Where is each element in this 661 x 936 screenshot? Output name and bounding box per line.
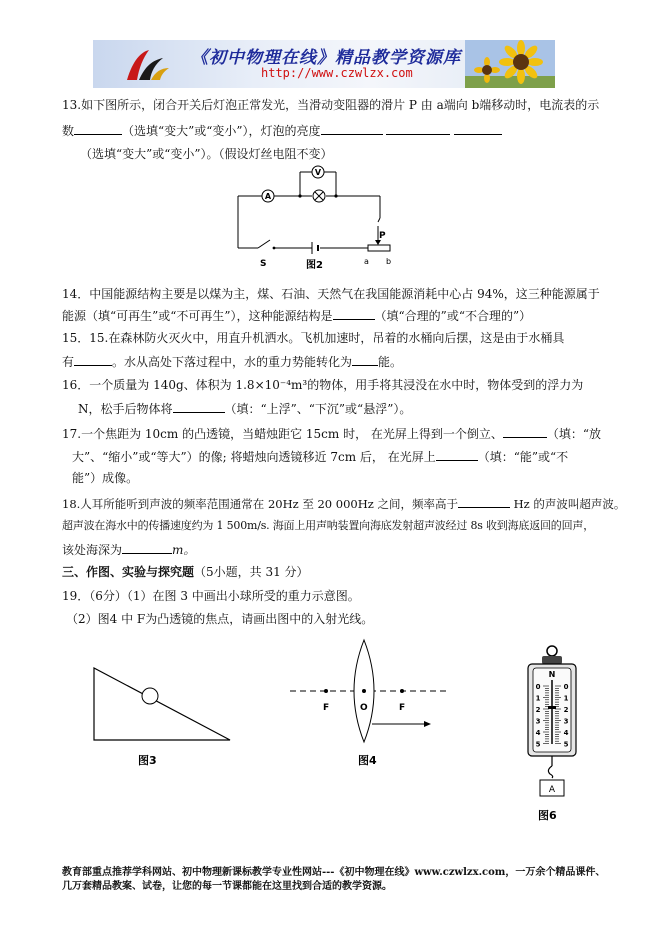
q18-text-a: 18.人耳所能听到声波的频率范围通常在 20Hz 至 20 000Hz 之间，频率高于 (62, 497, 458, 511)
q13-line1: 13.如下图所示，闭合开关后灯泡正常发光，当滑动变阻器的滑片 P 由 a端向 b端移动时，电流表的示 (62, 98, 600, 112)
scale-number: 3 (563, 717, 569, 726)
q16-line2 (78, 400, 411, 417)
svg-text:A: A (264, 192, 272, 201)
scale-number: 4 (563, 729, 569, 737)
fig6-caption: 图6 (538, 809, 557, 822)
circuit-diagram (230, 160, 410, 272)
q15-text-c: 能。 (378, 355, 403, 369)
q18-line1 (62, 495, 625, 512)
q17-blank-2[interactable] (436, 448, 478, 461)
fig3-caption: 图3 (138, 754, 157, 767)
scale-number: 3 (535, 717, 541, 726)
rheostat-label-a: a (364, 257, 369, 266)
q18-text-c: 该处海深为 (62, 543, 123, 557)
q13-line3: （选填“变大”或“变小”）。（假设灯丝电阻不变） (80, 147, 333, 161)
q13-line2 (62, 122, 502, 139)
q13-text-a: 数 (62, 124, 75, 138)
scale-number: 0 (535, 683, 541, 691)
page-footer (62, 866, 605, 894)
q13-blank-extra-1[interactable] (386, 122, 450, 135)
ball-icon (142, 688, 158, 704)
scale-number: 0 (563, 683, 569, 691)
banner-url[interactable]: http://www.czwlzx.com (261, 66, 413, 80)
q14-text-a: 能源（填“可再生”或“不可再生”），这种能源结构是 (62, 309, 333, 323)
q18-blank-2[interactable] (122, 541, 172, 554)
q17-text-a: 17.一个焦距为 10cm 的凸透镜，当蜡烛距它 15cm 时， 在光屏上得到一个倒立、 (62, 427, 503, 441)
q15-line2 (62, 353, 402, 370)
q15-blank-2[interactable] (352, 353, 378, 366)
q19-line1: 19．（6分）（1）在图 3 中画出小球所受的重力示意图。 (62, 589, 360, 603)
q15-text-a: 有 (62, 355, 75, 369)
footer-line1: 教育部重点推荐学科网站、初中物理新课标教学专业性网站---《初中物理在线》www.czwlzx.com，一万余个精品课件、 (62, 867, 606, 878)
q16-line1: 16．一个质量为 140g、体积为 1.8×10⁻⁴m³的物体，用手将其浸没在水中时，物体受到的浮力为 (62, 378, 584, 392)
q17-text-b: （填：“放 (546, 427, 602, 441)
scale-number: 1 (535, 694, 541, 703)
q17-line2 (72, 448, 568, 465)
banner-title: 《初中物理在线》精品教学资源库 (191, 48, 461, 68)
q13-blank-brightness[interactable] (321, 122, 383, 135)
section-3-heading (62, 564, 309, 580)
slider-label-p: P (379, 231, 386, 241)
q16-blank-2[interactable] (173, 400, 225, 413)
q18-line3 (62, 541, 195, 558)
q19-line2: （2）图4 中 F为凸透镜的焦点，请画出图中的入射光线。 (66, 612, 374, 626)
svg-text:V: V (314, 168, 322, 177)
voltmeter-icon (312, 166, 324, 178)
q13-blank-current[interactable] (74, 122, 122, 135)
scale-number: 5 (535, 740, 541, 749)
switch-label-s: S (260, 259, 267, 269)
ammeter-icon (262, 190, 274, 202)
q14-text-b: （填“合理的”或“不合理的”） (374, 309, 532, 323)
site-logo-icon (123, 46, 173, 84)
q13-text-b: （选填“变大”或“变小”），灯泡的亮度 (122, 124, 321, 138)
section-3-title: 三、作图、实验与探究题 (62, 565, 195, 579)
q13-blank-extra-2[interactable] (454, 122, 502, 135)
scale-number: 5 (563, 740, 569, 749)
q17-text-d: （填：“能”或“不 (477, 450, 569, 464)
fig2-caption: 图2 (306, 260, 323, 271)
incline-diagram (90, 660, 240, 770)
q18-blank-1[interactable] (458, 495, 510, 508)
convex-lens-diagram (288, 636, 448, 770)
q15-line1: 15．15.在森林防火灭火中，用直升机洒水。飞机加速时，吊着的水桶向后摆，这是由于水桶具 (62, 331, 565, 345)
footer-line2: 几万套精品教案、试卷，让您的每一节课都能在这里找到合适的教学资源。 (62, 881, 392, 892)
header-banner (93, 40, 555, 88)
q18-line2: 超声波在海水中的传播速度约为 1 500m/s. 海面上用声呐装置向海底发射超声波经过 8s 收到海底返回的回声， (62, 519, 594, 532)
q14-line1: 14．中国能源结构主要是以煤为主，煤、石油、天然气在我国能源消耗中心占 94%，这三种能源属于 (62, 287, 600, 301)
q14-blank-2[interactable] (333, 307, 375, 320)
q17-line3: 能”）成像。 (72, 471, 139, 485)
q16-text-b: （填：“上浮”、“下沉”或“悬浮”）。 (224, 402, 412, 416)
optical-center-label: O (360, 703, 368, 713)
fig4-caption: 图4 (358, 754, 377, 767)
focal-point-left-label: F (323, 703, 330, 713)
sunflower-icon (465, 40, 555, 88)
q17-text-c: 大”、“缩小”或“等大”）的像; 将蜡烛向透镜移近 7cm 后， 在光屏上 (72, 450, 436, 464)
scale-number: 1 (563, 694, 569, 703)
scale-number: 2 (535, 706, 541, 714)
q14-line2 (62, 307, 531, 324)
rheostat-label-b: b (386, 257, 392, 266)
q16-text-a: N，松手后物体将 (78, 402, 173, 416)
q18-text-d: m。 (172, 543, 196, 557)
section-3-note: （5小题，共 31 分） (194, 565, 309, 579)
spring-scale-diagram (516, 644, 588, 824)
weight-label: A (548, 785, 556, 795)
q17-blank-1[interactable] (503, 425, 547, 438)
focal-point-right-label: F (399, 703, 406, 713)
q17-line1 (62, 425, 601, 442)
scale-number: 4 (535, 729, 541, 737)
scale-number: 2 (563, 706, 569, 714)
q15-text-b: 。水从高处下落过程中，水的重力势能转化为 (112, 355, 353, 369)
q18-text-b: Hz 的声波叫超声波。 (513, 497, 626, 511)
q15-blank-1[interactable] (74, 353, 112, 366)
lamp-icon (313, 190, 325, 202)
scale-unit-label: N (548, 670, 556, 679)
